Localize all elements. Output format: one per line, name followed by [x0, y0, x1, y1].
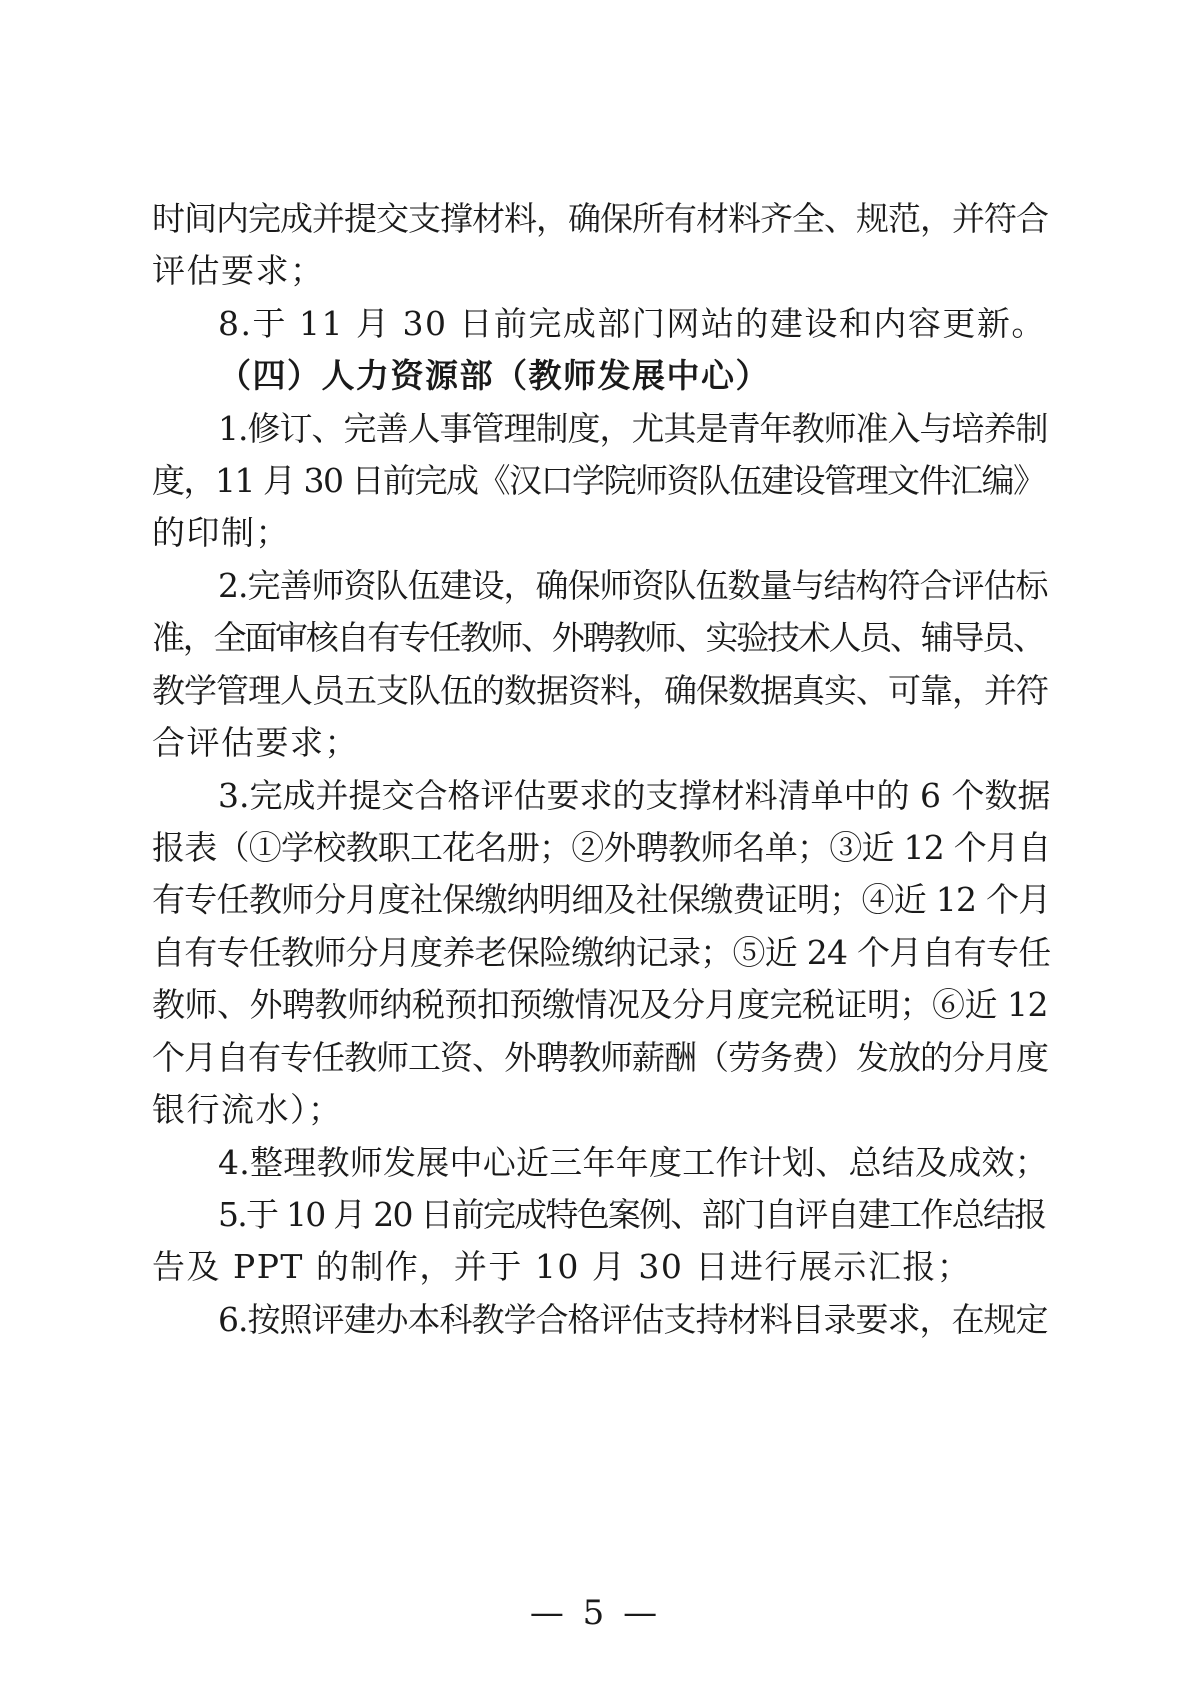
body-line: 5.于 10 月 20 日前完成特色案例、部门自评自建工作总结报 [218, 1195, 1046, 1234]
body-line: 4.整理教师发展中心近三年年度工作计划、总结及成效； [218, 1143, 1048, 1182]
body-line: 8.于 11 月 30 日前完成部门网站的建设和内容更新。 [218, 304, 1046, 343]
body-line: 报表（①学校教职工花名册；②外聘教师名单；③近 12 个月自 [152, 828, 1051, 867]
body-line: 度，11 月 30 日前完成《汉口学院师资队伍建设管理文件汇编》 [152, 461, 1045, 500]
body-line: 告及 PPT 的制作，并于 10 月 30 日进行展示汇报； [152, 1247, 972, 1286]
body-line: 6.按照评建办本科教学合格评估支持材料目录要求，在规定 [218, 1300, 1048, 1339]
body-line: 教师、外聘教师纳税预扣预缴情况及分月度完税证明；⑥近 12 [152, 985, 1048, 1024]
body-line: 2.完善师资队伍建设，确保师资队伍数量与结构符合评估标 [218, 566, 1048, 605]
section-heading: （四）人力资源部（教师发展中心） [218, 356, 770, 395]
body-line: 准，全面审核自有专任教师、外聘教师、实验技术人员、辅导员、 [152, 618, 1044, 657]
body-line: 个月自有专任教师工资、外聘教师薪酬（劳务费）发放的分月度 [152, 1038, 1048, 1077]
body-line: 银行流水）； [152, 1090, 343, 1129]
body-line: 评估要求； [152, 251, 325, 290]
body-line: 3.完成并提交合格评估要求的支撑材料清单中的 6 个数据 [218, 776, 1051, 815]
body-line: 时间内完成并提交支撑材料，确保所有材料齐全、规范，并符合 [152, 199, 1048, 238]
body-line: 1.修订、完善人事管理制度，尤其是青年教师准入与培养制 [218, 409, 1048, 448]
body-line: 的印制； [152, 513, 290, 552]
body-line: 合评估要求； [152, 723, 359, 762]
page-number: — 5 — [529, 1593, 662, 1633]
body-line: 有专任教师分月度社保缴纳明细及社保缴费证明；④近 12 个月 [152, 880, 1051, 919]
body-line: 自有专任教师分月度养老保险缴纳记录；⑤近 24 个月自有专任 [152, 933, 1051, 972]
body-line: 教学管理人员五支队伍的数据资料，确保数据真实、可靠，并符 [152, 671, 1048, 710]
